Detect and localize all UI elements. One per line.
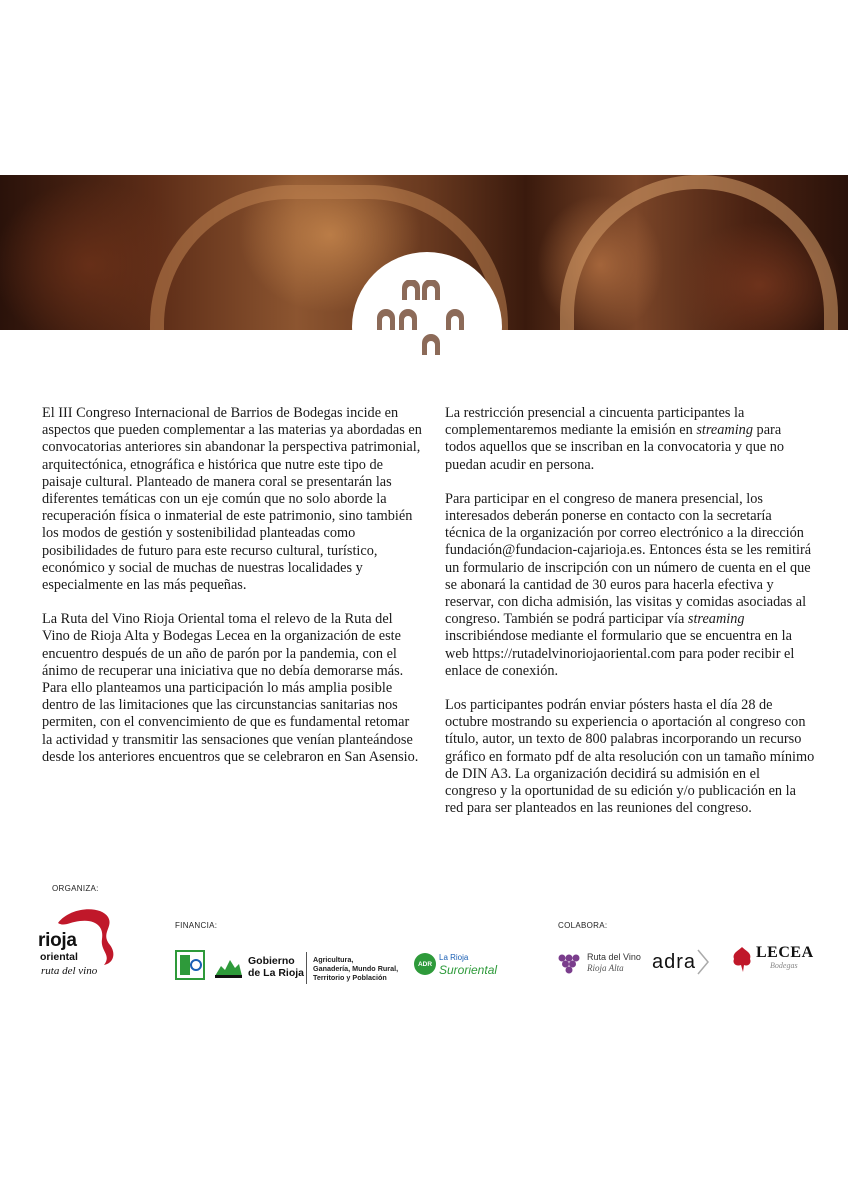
gobierno-la-rioja-logo bbox=[213, 955, 304, 979]
cellar-arch-right bbox=[560, 175, 838, 330]
adr-line1: La Rioja bbox=[439, 953, 469, 962]
oriental-word: oriental bbox=[40, 951, 78, 963]
ruta-vino-rioja-alta-logo bbox=[557, 952, 641, 974]
right-column bbox=[445, 405, 815, 834]
gobierno-line1: Gobierno bbox=[248, 955, 295, 967]
grapes-icon bbox=[557, 952, 585, 974]
left-paragraph-2: La Ruta del Vino Rioja Oriental toma el relevo de la Ruta del Vino de Rioja Alta y Bodegas Lecea en la organización de este encuentro después de un año de parón por la pandemia, con el ánimo de recuperar una iniciativa que no debía demorarse más. Para ello planteamos una participación lo más amplia posible dentro de las limitaciones que las circunstancias sanitarias nos permiten, con el convencimiento de que es fundamental retomar la actividad y transmitir las sensaciones que venían planteándose desde los anteriores encuentros que se celebraron en San Asensio. bbox=[42, 611, 419, 765]
right-paragraph-2: Para participar en el congreso de manera presencial, los interesados deberán ponerse en contacto con la secretaría técnica de la organización por correo electrónico a la dirección fundación@fundacion-cajarioja.es. Entonces ésta se les remitirá un formulario de inscripción con un número de cuenta en el que se abonará la cantidad de 30 euros para hacerla efectiva y reservar, con dicha admisión, las visitas y comidas asociadas al congreso. También se podrá participar vía streaming inscribiéndose mediante el formulario que se encuentra en la web https://rutadelvinoriojaoriental.com para poder recibir el enlace de conexión. bbox=[445, 490, 812, 679]
rioja-oriental-logo bbox=[38, 905, 128, 985]
lecea-logo bbox=[730, 945, 814, 973]
organiza-label: ORGANIZA: bbox=[52, 884, 99, 893]
adr-suroriental-logo bbox=[414, 952, 497, 976]
consejeria-line3: Territorio y Población bbox=[313, 973, 387, 982]
adra-text: adra bbox=[652, 950, 697, 973]
right-paragraph-1: La restricción presencial a cincuenta participantes la complementaremos mediante la emisión en streaming para todos aquellos que se inscriban en la convocatoria y que no puedan acudir en persona. bbox=[445, 405, 785, 473]
left-column bbox=[42, 405, 422, 783]
ruta-alta-line2: Rioja Alta bbox=[587, 963, 624, 973]
consejeria-text bbox=[313, 955, 398, 982]
right-paragraph-3: Los participantes podrán enviar pósters hasta el día 28 de octubre mostrando su experiencia o aportación al congreso con título, autor, un texto de 800 palabras incorporando un recurso gráfico en formato pdf de alta resolución con un tamaño mínimo de DIN A3. La organización decidirá su admisión en el congreso y la oportunidad de su edición y/o publicación en la red para ser planteados en las reuniones del congreso. bbox=[445, 697, 815, 817]
leader-eu-icon bbox=[175, 950, 205, 980]
left-paragraph-1: El III Congreso Internacional de Barrios de Bodegas incide en aspectos que pueden complementar a las materias ya abordadas en convocatorias anteriores sin abandonar la perspectiva patrimonial, arquitectónica, etnográfica e histórica que nutre este tipo de paisaje cultural. Planteado de manera coral se presentarán las diferentes temáticas con un eje común que no solo aborde la recuperación física o inmaterial de este patrimonio, sino también los modos de gestión y sostenibilidad planteadas como posibilidades de futuro para este recurso cultural, turístico, económico y social de muchas de nuestras localidades y especialmente en las más pequeñas. bbox=[42, 405, 422, 594]
ruta-alta-line1: Ruta del Vino bbox=[587, 952, 641, 962]
leader-eu-logo bbox=[175, 950, 205, 980]
adr-badge: ADR bbox=[414, 953, 436, 975]
colabora-label: COLABORA: bbox=[558, 921, 608, 930]
lecea-bodegas-text: Bodegas bbox=[770, 961, 798, 970]
rioja-word: rioja bbox=[38, 930, 77, 951]
adra-arrow-icon bbox=[696, 948, 710, 976]
lecea-splash-icon bbox=[730, 945, 754, 973]
lecea-text: LECEA bbox=[756, 944, 814, 961]
consejeria-line2: Ganadería, Mundo Rural, bbox=[313, 964, 399, 973]
gobierno-line2: de La Rioja bbox=[248, 967, 305, 979]
consejeria-line1: Agricultura, bbox=[313, 955, 354, 964]
rioja-crest-icon bbox=[213, 956, 243, 978]
adra-logo bbox=[652, 948, 710, 976]
bodegas-arches-logo bbox=[372, 280, 482, 360]
sponsor-divider bbox=[306, 952, 307, 984]
adr-line2: Suroriental bbox=[439, 963, 498, 977]
ruta-del-vino-text: ruta del vino bbox=[41, 965, 98, 977]
financia-label: FINANCIA: bbox=[175, 921, 218, 930]
